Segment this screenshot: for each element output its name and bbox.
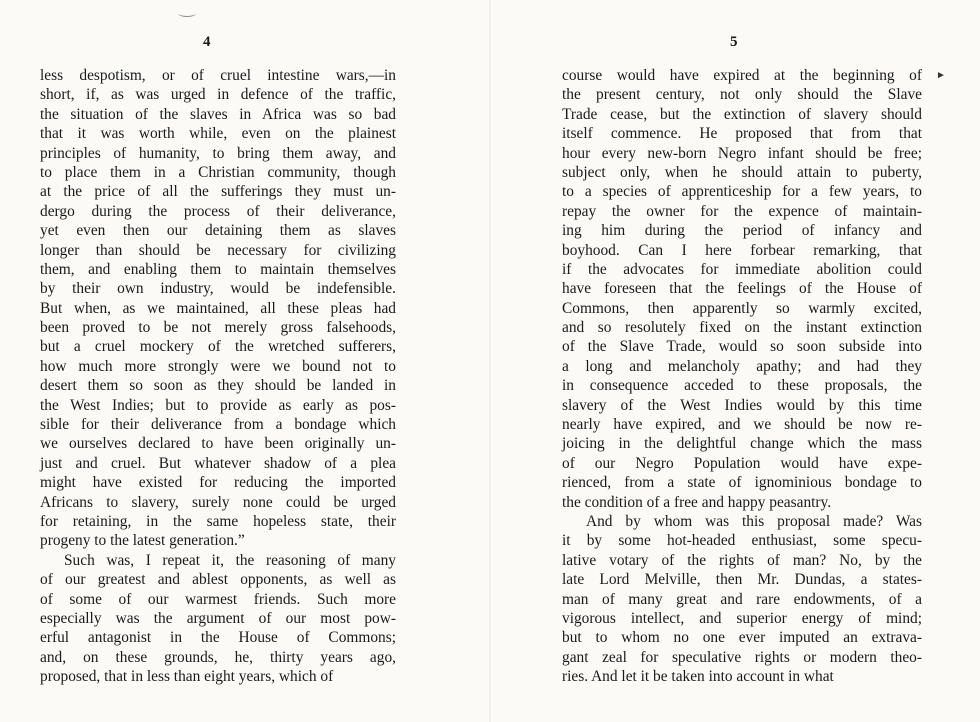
text-line: sible for their deliverance from a bondage which (40, 416, 396, 434)
text-line: the present century, not only should the Slave (562, 86, 922, 104)
text-line: proposed, that in less than eight years, which of (40, 668, 334, 686)
text-line: gant zeal for speculative rights or modern theo- (562, 648, 922, 666)
text-line: especially was the argument of our most pow- (40, 609, 396, 627)
text-line: been proved to be not merely gross falsehoods, (40, 319, 396, 337)
text-line: a long and melancholy apathy; and had they (562, 357, 922, 375)
text-line: if the advocates for immediate abolition could (562, 260, 922, 278)
page-number-left: 4 (203, 34, 212, 50)
text-line: boyhood. Can I here forbear remarking, that (562, 241, 922, 259)
text-line: of our greatest and ablest opponents, as well as (40, 571, 396, 589)
text-line: subject only, when he should attain to puberty, (562, 163, 922, 181)
text-line: to place them in a Christian community, though (40, 163, 396, 181)
text-line: short, if, as was urged in defence of the traffic, (40, 86, 396, 104)
text-line: itself commence. He proposed that from that (562, 125, 922, 143)
text-line: we ourselves declared to have been originally un- (40, 435, 396, 453)
text-line: at the price of all the sufferings they must un- (40, 183, 396, 201)
text-line: man of many great and rare endowments, of a (562, 590, 922, 608)
text-line: longer than should be necessary for civilizing (40, 241, 396, 259)
left-text-column (40, 66, 396, 687)
text-line: of our Negro Population would have expe- (562, 454, 922, 472)
text-line: joicing in the delightful change which the mass (562, 435, 922, 453)
text-line: yet even then our detaining them as slaves (40, 222, 396, 240)
text-line: the West Indies; but to provide as early as pos- (40, 396, 396, 414)
text-line: how much more strongly were we bound not to (40, 357, 396, 375)
right-text-column (562, 66, 922, 687)
text-line: late Lord Melville, then Mr. Dundas, a states- (562, 571, 922, 589)
text-line: slavery of the West Indies would by this time (562, 396, 922, 414)
text-line: rienced, from a state of ignominious bondage to (562, 474, 922, 492)
text-line: of some of our warmest friends. Such more (40, 590, 396, 608)
text-line: but a cruel mockery of the wretched sufferers, (40, 338, 396, 356)
text-line: nearly have expired, and we should be now re- (562, 416, 922, 434)
text-line: Trade cease, but the extinction of slavery should (562, 105, 922, 123)
text-line: that it was worth while, even on the plainest (40, 125, 396, 143)
text-line: ries. And let it be taken into account in what (562, 668, 834, 686)
text-line: the situation of the slaves in Africa was so bad (40, 105, 396, 123)
text-line: hour every new-born Negro infant should be free; (562, 144, 922, 162)
text-line: lative votary of the rights of man? No, by the (562, 551, 922, 569)
text-line: erful antagonist in the House of Commons; (40, 629, 396, 647)
text-line: vigorous intellect, and superior energy of mind; (562, 609, 922, 627)
page-number-right: 5 (730, 34, 739, 50)
text-line: to a species of apprenticeship for a few years, to (562, 183, 922, 201)
text-line: principles of humanity, to bring them away, and (40, 144, 396, 162)
text-line: and, on these grounds, he, thirty years ago, (40, 648, 396, 666)
text-line: it by some hot-headed enthusiast, some specu- (562, 532, 922, 550)
text-line: Africans to slavery, surely none could be urged (40, 493, 396, 511)
margin-mark: ► (936, 70, 946, 81)
text-line: but to whom no one ever imputed an extrava- (562, 629, 922, 647)
text-line: Such was, I repeat it, the reasoning of many (64, 551, 396, 569)
right-page (490, 0, 980, 722)
text-line: have foreseen that the feelings of the House of (562, 280, 922, 298)
text-line: desert them so soon as they should be landed in (40, 377, 396, 395)
text-line: for retaining, in the same hopeless state, their (40, 512, 396, 530)
text-line: might have existed for reducing the imported (40, 474, 396, 492)
text-line: in consequence acceded to these proposals, the (562, 377, 922, 395)
text-line: just and cruel. But whatever shadow of a plea (40, 454, 396, 472)
text-line: repay the owner for the expence of maintain- (562, 202, 922, 220)
text-line: the condition of a free and happy peasantry. (562, 493, 832, 511)
text-line: Commons, then apparently so warmly excited, (562, 299, 922, 317)
text-line: And by whom was this proposal made? Was (586, 512, 922, 530)
text-line: ing him during the period of infancy and (562, 222, 922, 240)
text-line: them, and enabling them to maintain themselves (40, 260, 396, 278)
text-line: by their own industry, would be indefensible. (40, 280, 396, 298)
text-line: course would have expired at the beginning of (562, 67, 922, 84)
text-line: of the Slave Trade, would so soon subside into (562, 338, 922, 356)
text-line: dergo during the process of their deliverance, (40, 202, 396, 220)
text-line: less despotism, or of cruel intestine wars,—in (40, 67, 396, 84)
text-line: and so resolutely fixed on the instant extinction (562, 319, 922, 337)
text-line: But when, as we maintained, all these pleas had (40, 299, 396, 317)
text-line: progeny to the latest generation.” (40, 532, 245, 550)
